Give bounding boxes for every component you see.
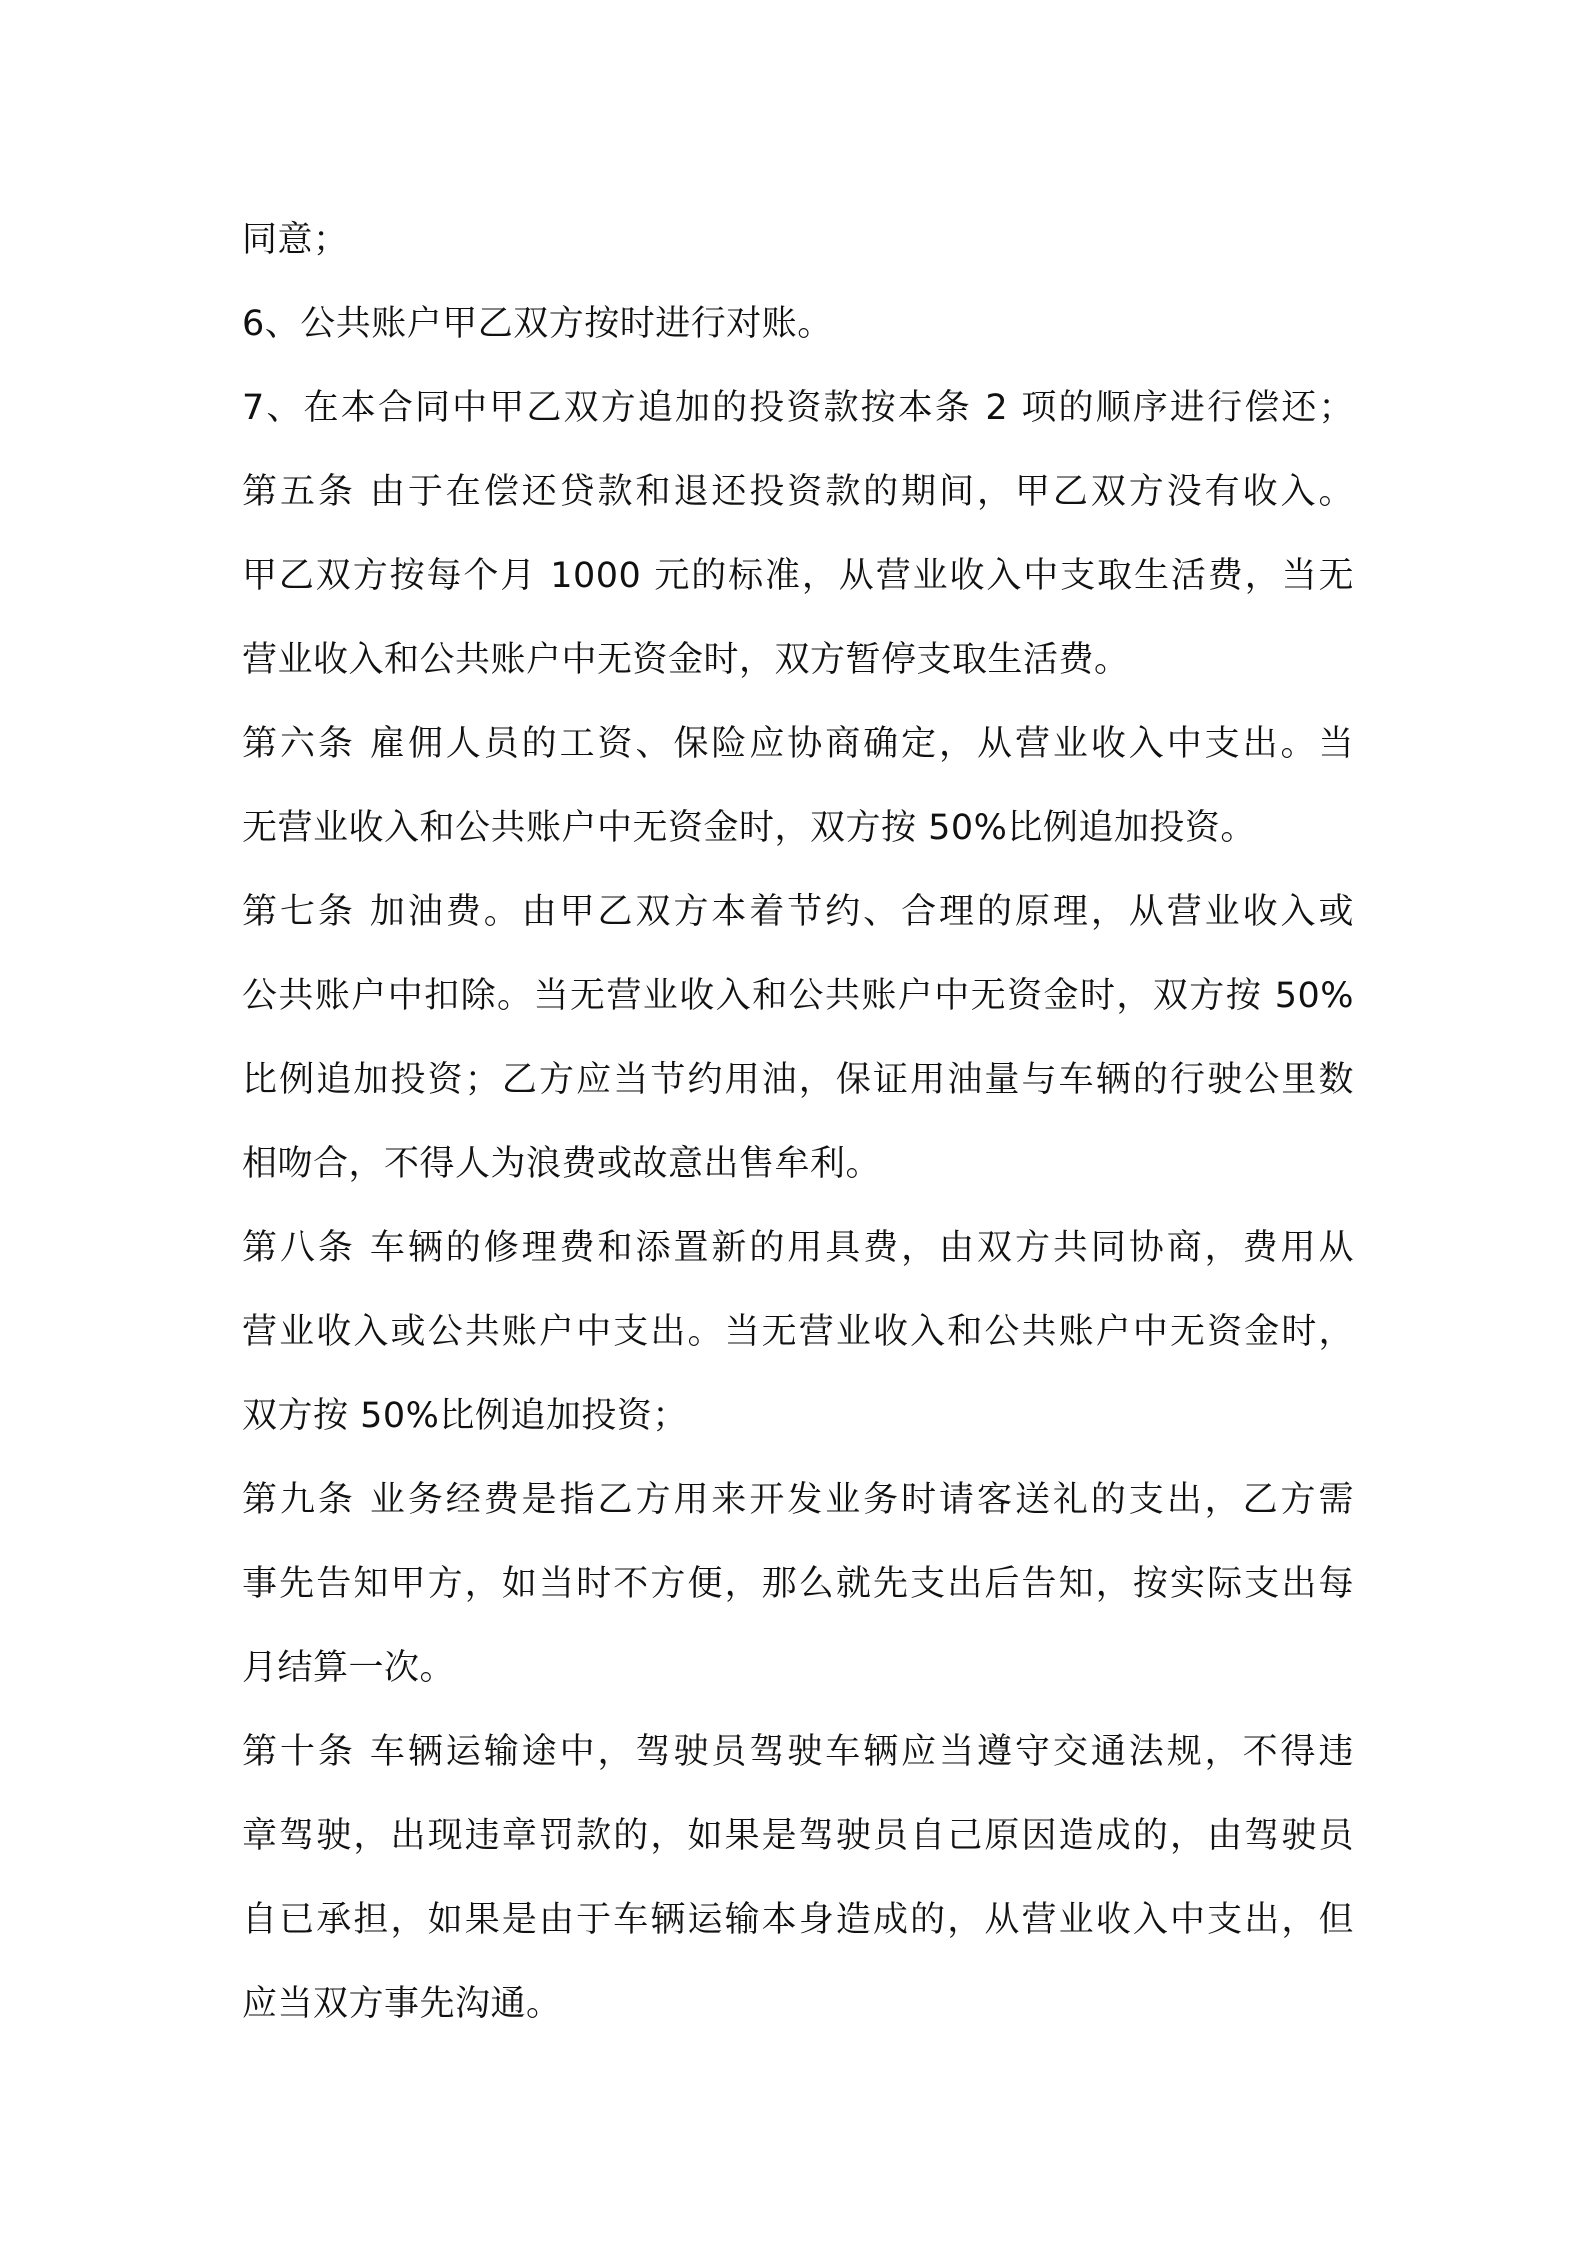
text-line: 第五条 由于在偿还贷款和退还投资款的期间，甲乙双方没有收入。 <box>242 472 1354 512</box>
text-line: 双方按 50%比例追加投资； <box>242 1396 688 1436</box>
document-body <box>242 198 1362 2046</box>
text-line: 7、在本合同中甲乙双方追加的投资款按本条 2 项的顺序进行偿还； <box>242 388 1354 428</box>
text-line: 营业收入或公共账户中支出。当无营业收入和公共账户中无资金时， <box>242 1312 1354 1352</box>
text-line: 第十条 车辆运输途中，驾驶员驾驶车辆应当遵守交通法规，不得违 <box>242 1732 1354 1772</box>
text-line: 应当双方事先沟通。 <box>242 1984 562 2024</box>
text-line: 无营业收入和公共账户中无资金时，双方按 50%比例追加投资。 <box>242 808 1256 848</box>
text-line: 公共账户中扣除。当无营业收入和公共账户中无资金时，双方按 50% <box>242 976 1354 1016</box>
text-line: 第九条 业务经费是指乙方用来开发业务时请客送礼的支出，乙方需 <box>242 1480 1354 1520</box>
text-line: 自已承担，如果是由于车辆运输本身造成的，从营业收入中支出，但 <box>242 1900 1354 1940</box>
text-line: 第七条 加油费。由甲乙双方本着节约、合理的原理，从营业收入或 <box>242 892 1354 932</box>
text-line: 同意； <box>242 220 349 260</box>
text-line: 章驾驶，出现违章罚款的，如果是驾驶员自己原因造成的，由驾驶员 <box>242 1816 1354 1856</box>
text-line: 6、公共账户甲乙双方按时进行对账。 <box>242 304 833 344</box>
text-line: 第八条 车辆的修理费和添置新的用具费，由双方共同协商，费用从 <box>242 1228 1354 1268</box>
text-line: 甲乙双方按每个月 1000 元的标准，从营业收入中支取生活费，当无 <box>242 556 1354 596</box>
text-line: 月结算一次。 <box>242 1648 456 1688</box>
text-line: 第六条 雇佣人员的工资、保险应协商确定，从营业收入中支出。当 <box>242 724 1354 764</box>
text-line: 营业收入和公共账户中无资金时，双方暂停支取生活费。 <box>242 640 1130 680</box>
text-line: 事先告知甲方，如当时不方便，那么就先支出后告知，按实际支出每 <box>242 1564 1354 1604</box>
text-line: 比例追加投资；乙方应当节约用油，保证用油量与车辆的行驶公里数 <box>242 1060 1354 1100</box>
text-line: 相吻合，不得人为浪费或故意出售牟利。 <box>242 1144 882 1184</box>
